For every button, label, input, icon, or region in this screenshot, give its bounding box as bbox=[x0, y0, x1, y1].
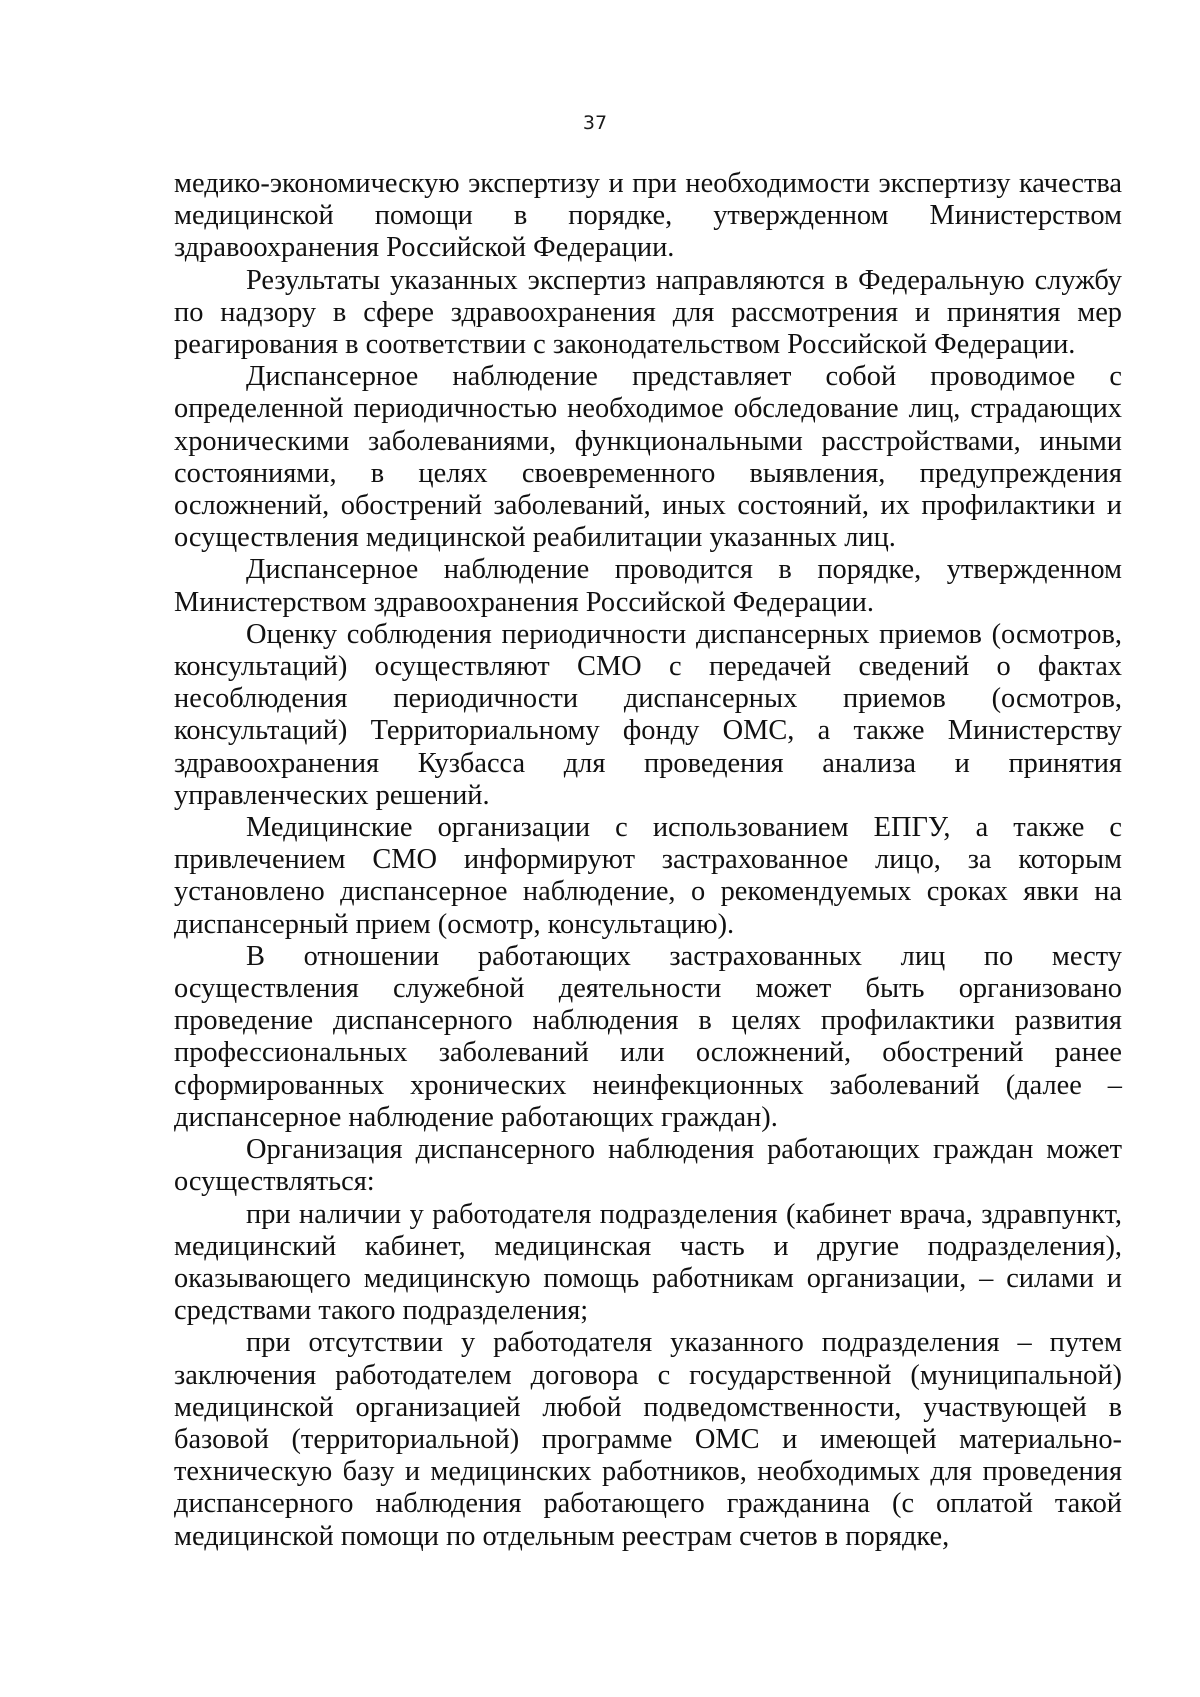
document-body bbox=[174, 168, 1122, 1553]
paragraph-4: Диспансерное наблюдение проводится в порядке, утвержденном Министерством здравоохранения Российской Федерации. bbox=[174, 554, 1122, 618]
paragraph-5: Оценку соблюдения периодичности диспансерных приемов (осмотров, консультаций) осуществляют СМО с передачей сведений о фактах несоблюдения периодичности диспансерных приемов (осмотров, консультаций) Территориальному фонду ОМС, а также Министерству здравоохранения Кузбасса для проведения анализа и принятия управленческих решений. bbox=[174, 618, 1122, 811]
paragraph-3: Диспансерное наблюдение представляет собой проводимое с определенной периодичностью необходимое обследование лиц, страдающих хроническими заболеваниями, функциональными расстройствами, иными состояниями, в целях своевременного выявления, предупреждения осложнений, обострений заболеваний, иных состояний, их профилактики и осуществления медицинской реабилитации указанных лиц. bbox=[174, 361, 1122, 554]
paragraph-2: Результаты указанных экспертиз направляются в Федеральную службу по надзору в сфере здравоохранения для рассмотрения и принятия мер реагирования в соответствии с законодательством Российской Федерации. bbox=[174, 264, 1122, 361]
paragraph-9: при наличии у работодателя подразделения (кабинет врача, здравпункт, медицинский кабинет, медицинская часть и другие подразделения), оказывающего медицинскую помощь работникам организации, – силами и средствами такого подразделения; bbox=[174, 1198, 1122, 1327]
paragraph-6: Медицинские организации с использованием ЕПГУ, а также с привлечением СМО информируют застрахованное лицо, за которым установлено диспансерное наблюдение, о рекомендуемых сроках явки на диспансерный прием (осмотр, консультацию). bbox=[174, 812, 1122, 940]
page-number: 37 bbox=[582, 112, 608, 134]
paragraph-8: Организация диспансерного наблюдения работающих граждан может осуществляться: bbox=[174, 1134, 1122, 1198]
paragraph-7: В отношении работающих застрахованных лиц по месту осуществления служебной деятельности может быть организовано проведение диспансерного наблюдения в целях профилактики развития профессиональных заболеваний или осложнений, обострений ранее сформированных хронических неинфекционных заболеваний (далее – диспансерное наблюдение работающих граждан). bbox=[174, 940, 1122, 1133]
paragraph-1: медико-экономическую экспертизу и при необходимости экспертизу качества медицинской помощи в порядке, утвержденном Министерством здравоохранения Российской Федерации. bbox=[174, 168, 1122, 264]
paragraph-10: при отсутствии у работодателя указанного подразделения – путем заключения работодателем договора с государственной (муниципальной) медицинской организацией любой подведомственности, участвующей в базовой (территориальной) программе ОМС и имеющей материально-техническую базу и медицинских работников, необходимых для проведения диспансерного наблюдения работающего гражданина (с оплатой такой медицинской помощи по отдельным реестрам счетов в порядке, bbox=[174, 1327, 1122, 1552]
